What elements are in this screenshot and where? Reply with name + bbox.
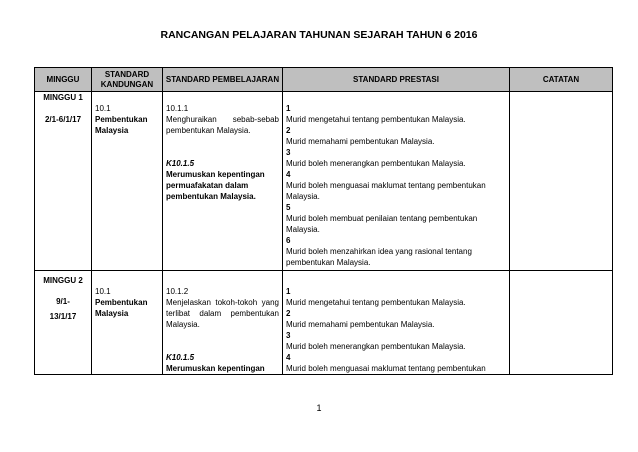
prestasi-desc: Murid memahami pembentukan Malaysia. <box>286 320 435 329</box>
prestasi-level: 1 <box>286 287 291 296</box>
standard-pembelajaran-cell <box>163 92 283 271</box>
sk-title: Pembentukan Malaysia <box>95 298 148 318</box>
standard-pembelajaran-cell <box>163 271 283 375</box>
minggu-date: 2/1-6/1/17 <box>44 115 82 124</box>
catatan-cell <box>510 92 613 271</box>
standard-prestasi-cell <box>283 92 510 271</box>
page-number: 1 <box>316 403 322 413</box>
prestasi-desc: Murid memahami pembentukan Malaysia. <box>286 137 435 146</box>
k-code: K10.1.5 <box>166 353 195 362</box>
prestasi-level: 6 <box>286 236 291 245</box>
minggu-date: 13/1/17 <box>49 312 77 321</box>
sk-code: 10.1 <box>95 104 111 113</box>
header-standard-kandungan: STANDARD KANDUNGAN <box>92 68 163 92</box>
header-row <box>35 68 613 92</box>
standard-prestasi-cell <box>283 271 510 375</box>
prestasi-desc: Murid mengetahui tentang pembentukan Malaysia. <box>286 115 466 124</box>
prestasi-list <box>286 286 506 374</box>
prestasi-desc: Murid boleh menerangkan pembentukan Malaysia. <box>286 159 466 168</box>
sp-text: Menjelaskan tokoh-tokoh yang terlibat dalam pembentukan Malaysia. <box>166 298 279 329</box>
prestasi-level: 4 <box>286 353 291 362</box>
standard-kandungan-cell <box>92 92 163 271</box>
prestasi-desc: Murid mengetahui tentang pembentukan Malaysia. <box>286 298 466 307</box>
prestasi-desc: Murid boleh menguasai maklumat tentang pembentukan Malaysia. <box>286 181 486 201</box>
header-standard-pembelajaran: STANDARD PEMBELAJARAN <box>163 68 283 92</box>
prestasi-level: 4 <box>286 170 291 179</box>
prestasi-level: 2 <box>286 126 291 135</box>
header-standard-prestasi: STANDARD PRESTASI <box>283 68 510 92</box>
minggu-cell <box>35 271 92 375</box>
sk-code: 10.1 <box>95 287 111 296</box>
sp-text: Menghuraikan sebab-sebab pembentukan Malaysia. <box>166 115 279 135</box>
catatan-cell <box>510 271 613 375</box>
prestasi-list <box>286 103 506 268</box>
minggu-date: 9/1- <box>56 297 70 306</box>
prestasi-desc: Murid boleh menguasai maklumat tentang pembentukan <box>286 364 486 373</box>
sp-code: 10.1.1 <box>166 104 189 113</box>
minggu-label: MINGGU 2 <box>43 276 83 285</box>
prestasi-desc: Murid boleh membuat penilaian tentang pembentukan Malaysia. <box>286 214 478 234</box>
k-text: Merumuskan kepentingan permuafakatan dalam pembentukan Malaysia. <box>166 170 265 201</box>
table-row <box>35 271 613 375</box>
prestasi-desc: Murid boleh menerangkan pembentukan Malaysia. <box>286 342 466 351</box>
k-code: K10.1.5 <box>166 159 195 168</box>
prestasi-level: 2 <box>286 309 291 318</box>
prestasi-level: 3 <box>286 331 291 340</box>
prestasi-desc: Murid boleh menzahirkan idea yang rasional tentang pembentukan Malaysia. <box>286 247 472 267</box>
rpt-table <box>34 67 613 375</box>
minggu-cell <box>35 92 92 271</box>
header-minggu: MINGGU <box>35 68 92 92</box>
document-title: RANCANGAN PELAJARAN TAHUNAN SEJARAH TAHUN 6 2016 <box>160 29 478 41</box>
k-text: Merumuskan kepentingan <box>166 364 265 373</box>
sk-title: Pembentukan Malaysia <box>95 115 148 135</box>
prestasi-level: 3 <box>286 148 291 157</box>
sp-code: 10.1.2 <box>166 287 189 296</box>
table-row <box>35 92 613 271</box>
prestasi-level: 5 <box>286 203 291 212</box>
standard-kandungan-cell <box>92 271 163 375</box>
minggu-label: MINGGU 1 <box>43 93 83 102</box>
prestasi-level: 1 <box>286 104 291 113</box>
header-catatan: CATATAN <box>510 68 613 92</box>
